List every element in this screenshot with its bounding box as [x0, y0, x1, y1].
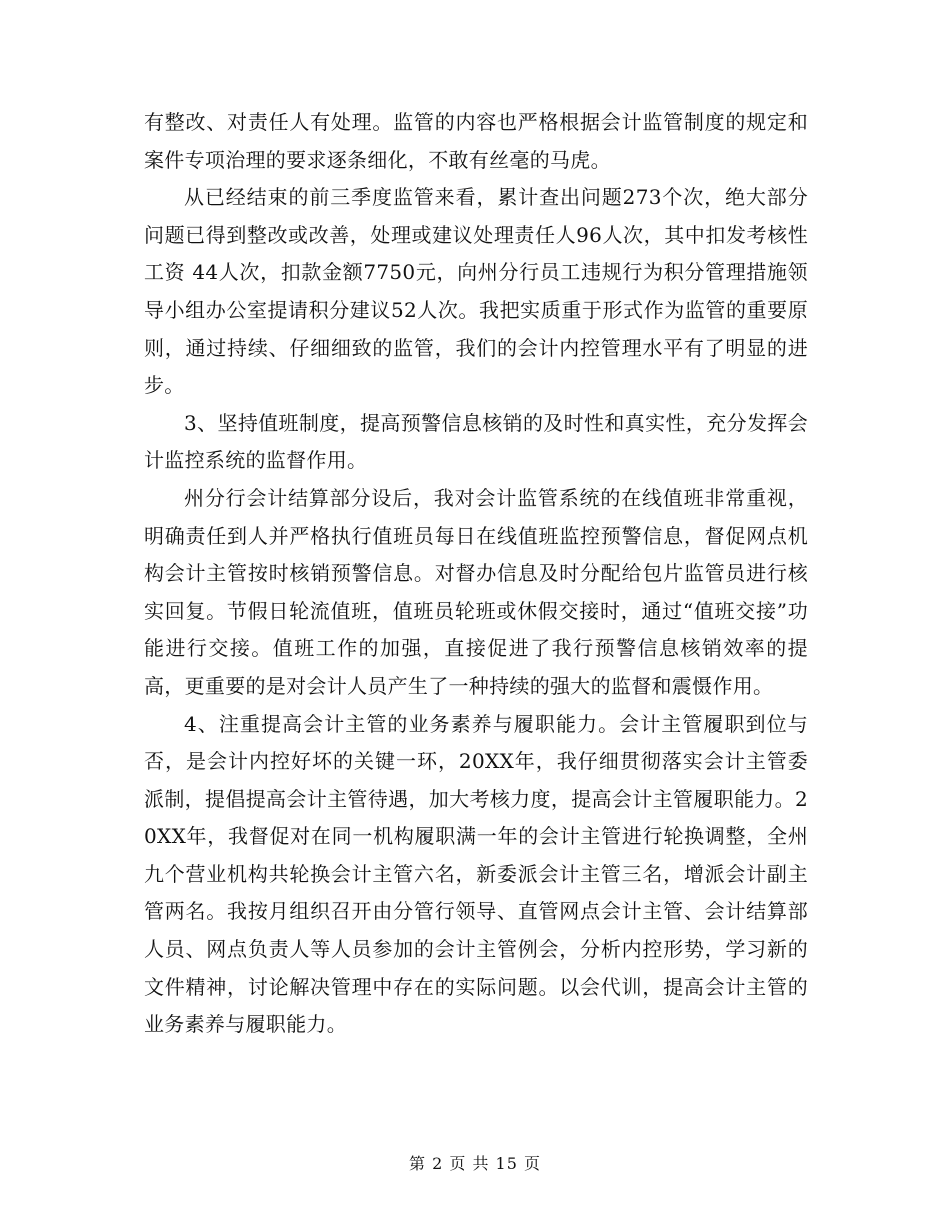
- page-footer: [0, 1152, 950, 1176]
- paragraph-continuation: 有整改、对责任人有处理。监管的内容也严格根据会计监管制度的规定和案件专项治理的要求逐条细化，不敢有丝毫的马虎。: [144, 110, 808, 172]
- paragraph-supervisor-competence: 4、注重提高会计主管的业务素养与履职能力。会计主管履职到位与否，是会计内控好坏的关键一环，20XX年，我仔细贯彻落实会计主管委派制，提倡提高会计主管待遇，加大考核力度，提高会计主管履职能力。20XX年，我督促对在同一机构履职满一年的会计主管进行轮换调整，全州九个营业机构共轮换会计主管六名，新委派会计主管三名，增派会计副主管两名。我按月组织召开由分管行领导、直管网点会计主管、会计结算部人员、网点负责人等人员参加的会计主管例会，分析内控形势，学习新的文件精神，讨论解决管理中存在的实际问题。以会代训，提高会计主管的业务素养与履职能力。: [144, 711, 808, 1037]
- paragraph-audit-results: 从已经结束的前三季度监管来看，累计查出问题273个次，绝大部分问题已得到整改或改善，处理或建议处理责任人96人次，其中扣发考核性工资 44人次，扣款金额7750元，向州分行员工违规行为积分管理措施领导小组办公室提请积分建议52人次。我把实质重于形式作为监管的重要原则，通过持续、仔细细致的监管，我们的会计内控管理水平有了明显的进步。: [144, 185, 808, 398]
- paragraph-heading-duty-system: 3、坚持值班制度，提高预警信息核销的及时性和真实性，充分发挥会计监控系统的监督作用。: [144, 410, 808, 473]
- document-body: [144, 104, 808, 1044]
- page-number-label: 第 2 页 共 15 页: [409, 1154, 541, 1173]
- paragraph-duty-monitoring: 州分行会计结算部分设后，我对会计监管系统的在线值班非常重视，明确责任到人并严格执行值班员每日在线值班监控预警信息，督促网点机构会计主管按时核销预警信息。对督办信息及时分配给包片监管员进行核实回复。节假日轮流值班，值班员轮班或休假交接时，通过“值班交接”功能进行交接。值班工作的加强，直接促进了我行预警信息核销效率的提高，更重要的是对会计人员产生了一种持续的强大的监督和震慑作用。: [144, 485, 808, 698]
